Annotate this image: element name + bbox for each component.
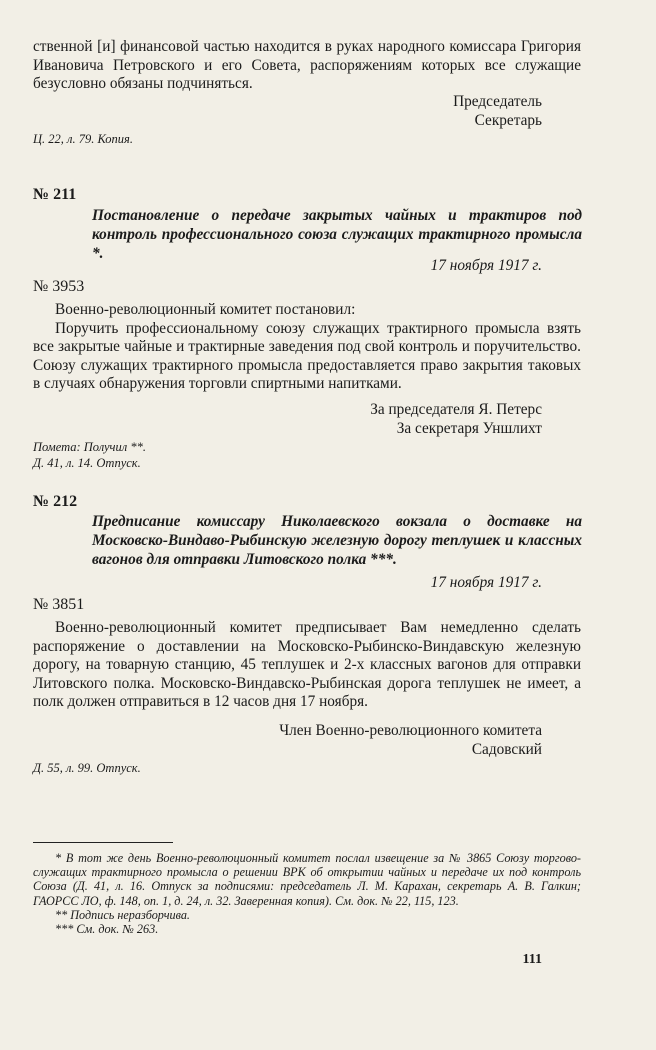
- doc-212-signature-name: Садовский: [471, 741, 542, 758]
- doc-211-paragraph-1: Военно-революционный комитет постановил:: [55, 301, 356, 318]
- doc-211-signature-chairman: За председателя Я. Петерс: [370, 401, 542, 418]
- footnote-3: *** См. док. № 263.: [55, 922, 159, 937]
- footnotes: [33, 851, 581, 936]
- doc-212-registry-number: № 3851: [33, 596, 85, 613]
- doc-212-title: Предписание комиссару Николаевского вокзала о доставке на Московско-Виндаво-Рыбинскую железную дорогу теплушек и классных вагонов для отправки Литовского полка ***.: [92, 513, 582, 568]
- page-number: 111: [522, 952, 542, 967]
- doc-211-number: № 211: [33, 186, 77, 203]
- doc-211-signature-secretary: За секретаря Уншлихт: [396, 420, 542, 437]
- continuation-text: ственной [и] финансовой частью находится в руках народного комиссара Григория Ивановича Петровского и его Совета, распоряжениям которых все служащие безусловно обязаны подчиняться.: [33, 38, 581, 92]
- doc-212-paragraph: Военно-революционный комитет предписывает Вам немедленно сделать распоряжение о доставлении на Московско-Рыбинско-Виндавскую железную дорогу, на товарную станцию, 45 теплушек и 2-х классных вагонов для отправки Литовского полка. Московско-Виндавско-Рыбинская дорога теплушек не имеет, а полк должен отправиться в 12 часов дня 17 ноября.: [33, 619, 581, 710]
- top-signature-chairman: Председатель: [453, 93, 542, 110]
- doc-212-date: 17 ноября 1917 г.: [430, 574, 542, 591]
- doc-212-archive-source: Д. 55, л. 99. Отпуск.: [33, 761, 141, 775]
- doc-212-body: [33, 619, 581, 712]
- doc-211-paragraph-2: Поручить профессиональному союзу служащих трактирного промысла взять все закрытые чайные и трактирные заведения под свой контроль и поручительство. Союзу служащих трактирного промысла предоставляется право закрытия таковых в случаях обнаружения торговли спиртными напитками.: [33, 319, 581, 392]
- doc-211-body: [33, 301, 581, 394]
- doc-211-note: Пометa: Получил **.: [33, 440, 146, 454]
- doc-212-signature-title: Член Военно-революционного комитета: [279, 722, 542, 739]
- top-archive-source: Ц. 22, л. 79. Копия.: [33, 132, 133, 146]
- footnote-1: * В тот же день Военно-революционный комитет послал извещение за № 3865 Союзу торгово-служащих трактирного промысла о решении ВРК об открытии чайных и передаче их под контроль Союза (Д. 41, л. 16. Отпуск за подписями: председатель Л. М. Карахан, секретарь А. В. Галкин; ГАОРСС ЛО, ф. 148, оп. 1, д. 24, л. 32. Заверенная копия). См. док. № 22, 115, 123.: [33, 851, 581, 908]
- continuation-paragraph: [33, 38, 581, 94]
- footnote-2: ** Подпись неразборчива.: [55, 907, 190, 922]
- doc-211-archive-source: Д. 41, л. 14. Отпуск.: [33, 456, 141, 470]
- top-signature-secretary: Секретарь: [474, 112, 542, 129]
- doc-211-title: Постановление о передаче закрытых чайных и трактиров под контроль профессионального союза служащих трактирного промысла *.: [92, 207, 582, 262]
- footnote-rule: [33, 842, 173, 843]
- doc-211-date: 17 ноября 1917 г.: [430, 257, 542, 274]
- doc-211-registry-number: № 3953: [33, 278, 85, 295]
- doc-212-number: № 212: [33, 493, 78, 510]
